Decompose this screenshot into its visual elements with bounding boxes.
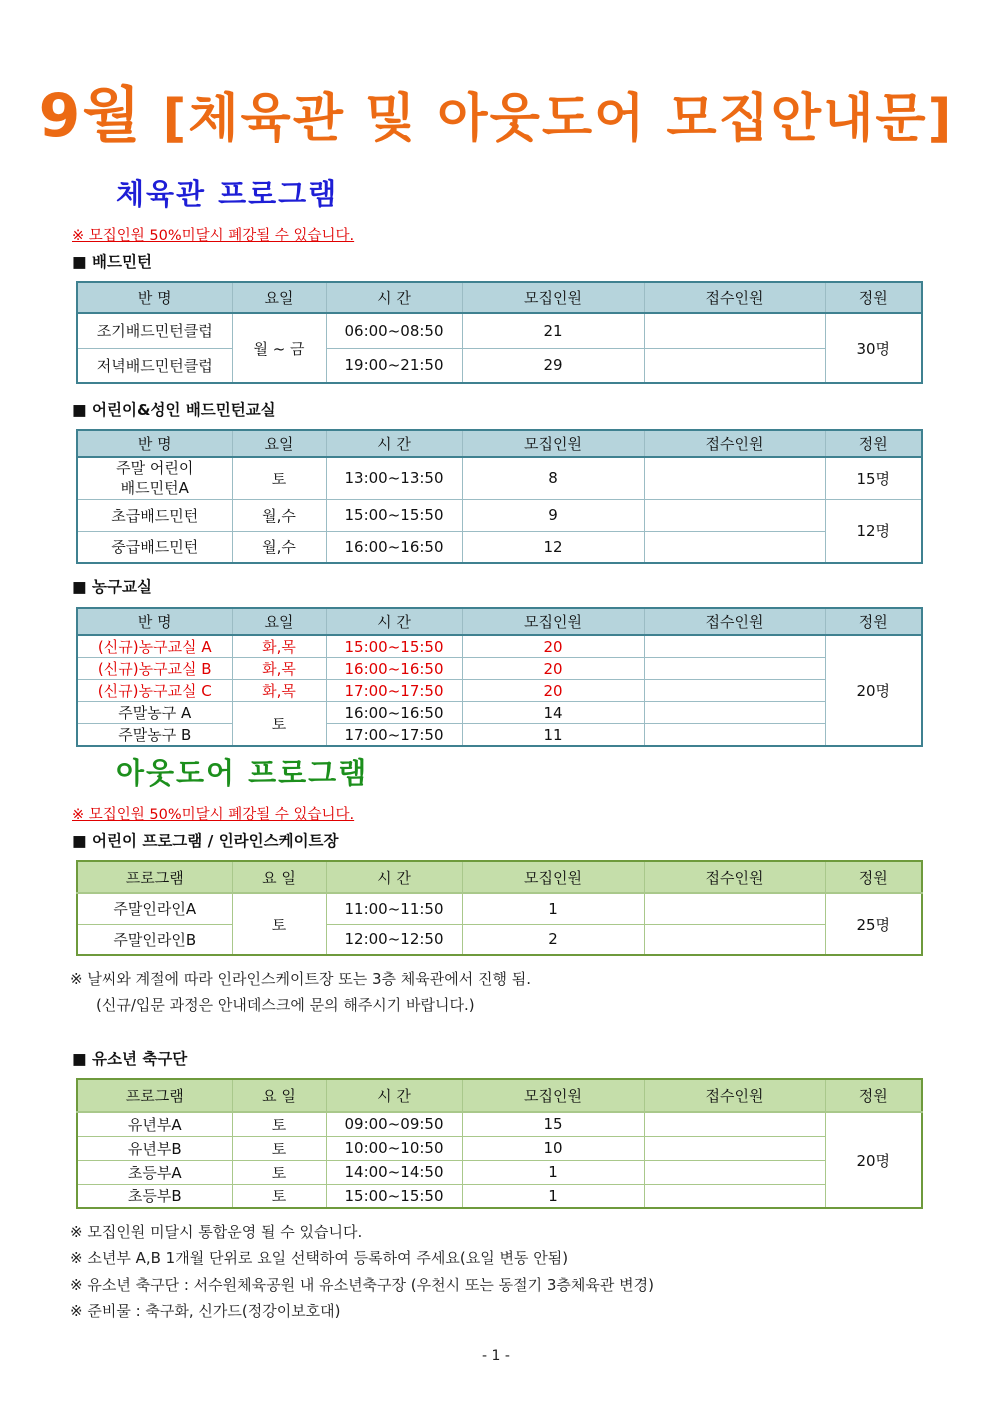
table-row [77,1136,922,1160]
inline-note: (신규/입문 과정은 안내데스크에 문의 해주시기 바랍니다.) [96,996,475,1014]
outdoor-heading: 아웃도어 프로그램 [116,756,369,790]
page-title [0,68,992,154]
class-name-line: 주말 어린이 [116,459,194,478]
section-inline: ■ 어린이 프로그램 / 인라인스케이트장 [72,832,339,850]
class-name: 주말인라인B [77,924,232,955]
inline-table [76,860,923,956]
col-header: 요 일 [232,1079,326,1112]
class-capacity: 15명 [825,457,922,499]
class-recruit: 20 [462,680,644,702]
col-header: 모집인원 [462,608,644,635]
soccer-note: ※ 모집인원 미달시 통합운영 될 수 있습니다. [70,1223,363,1241]
col-header: 시 간 [326,282,462,313]
class-applied [644,1160,825,1184]
table-row [77,635,922,658]
class-day: 토 [232,893,326,955]
table-row [77,924,922,955]
class-recruit: 11 [462,724,644,747]
col-header: 요일 [232,282,326,313]
class-day: 토 [232,457,326,499]
class-name: 유년부B [77,1136,232,1160]
soccer-table [76,1078,923,1209]
soccer-note: ※ 유소년 축구단 : 서수원체육공원 내 유소년축구장 (우천시 또는 동절기 3층체육관 변경) [70,1276,654,1294]
section-badminton: ■ 배드민턴 [72,253,152,271]
col-header: 시 간 [326,1079,462,1112]
table-header-row [77,861,922,893]
class-name: 저녁배드민턴클럽 [77,348,232,383]
class-recruit: 1 [462,893,644,924]
class-recruit: 10 [462,1136,644,1160]
class-day: 토 [232,1160,326,1184]
table-row [77,893,922,924]
class-applied [644,1136,825,1160]
class-name: 조기배드민턴클럽 [77,313,232,348]
class-applied [644,680,825,702]
class-time: 09:00~09:50 [326,1112,462,1136]
class-applied [644,1184,825,1208]
section-basketball: ■ 농구교실 [72,578,152,596]
section-kids-adult-badminton: ■ 어린이&성인 배드민턴교실 [72,401,276,419]
class-applied [644,348,825,383]
col-header: 반 명 [77,430,232,457]
class-day: 화,목 [232,635,326,658]
col-header: 접수인원 [644,861,825,893]
col-header: 시 간 [326,430,462,457]
class-time: 11:00~11:50 [326,893,462,924]
col-header: 모집인원 [462,430,644,457]
table-header-row [77,282,922,313]
section-soccer: ■ 유소년 축구단 [72,1050,188,1068]
col-header: 시 간 [326,861,462,893]
class-time: 14:00~14:50 [326,1160,462,1184]
table-row [77,457,922,499]
class-time: 17:00~17:50 [326,724,462,747]
table-row [77,1112,922,1136]
class-name: 중급배드민턴 [77,531,232,563]
col-header: 접수인원 [644,282,825,313]
table-row [77,658,922,680]
table-row [77,499,922,531]
indoor-warning: ※ 모집인원 50%미달시 폐강될 수 있습니다. [72,228,355,244]
class-applied [644,924,825,955]
col-header: 요 일 [232,861,326,893]
col-header: 시 간 [326,608,462,635]
table-header-row [77,430,922,457]
class-day: 토 [232,1184,326,1208]
class-time: 06:00~08:50 [326,313,462,348]
class-applied [644,499,825,531]
class-name-line: 배드민턴A [120,479,189,498]
table-row [77,313,922,348]
class-time: 19:00~21:50 [326,348,462,383]
class-applied [644,893,825,924]
col-header: 정원 [825,282,922,313]
class-time: 13:00~13:50 [326,457,462,499]
class-recruit: 21 [462,313,644,348]
class-time: 16:00~16:50 [326,531,462,563]
class-capacity: 30명 [825,313,922,383]
soccer-note: ※ 준비물 : 축구화, 신가드(정강이보호대) [70,1302,341,1320]
class-recruit: 2 [462,924,644,955]
col-header: 모집인원 [462,861,644,893]
class-recruit: 14 [462,702,644,724]
table-row [77,1184,922,1208]
class-name: 주말인라인A [77,893,232,924]
inline-note: ※ 날씨와 계절에 따라 인라인스케이트장 또는 3층 체육관에서 진행 됨. [70,970,532,988]
class-name: 초급배드민턴 [77,499,232,531]
class-day: 토 [232,1112,326,1136]
col-header: 모집인원 [462,1079,644,1112]
class-recruit: 20 [462,635,644,658]
class-time: 10:00~10:50 [326,1136,462,1160]
class-day: 화,목 [232,680,326,702]
title-text: [체육관 및 아웃도어 모집안내문] [162,89,954,149]
class-time: 17:00~17:50 [326,680,462,702]
class-time: 16:00~16:50 [326,702,462,724]
class-name: 초등부B [77,1184,232,1208]
col-header: 요일 [232,430,326,457]
col-header: 접수인원 [644,608,825,635]
col-header: 모집인원 [462,282,644,313]
class-applied [644,635,825,658]
class-applied [644,457,825,499]
soccer-note: ※ 소년부 A,B 1개월 단위로 요일 선택하여 등록하여 주세요(요일 변동 안됨) [70,1249,569,1267]
class-day: 월,수 [232,531,326,563]
class-day: 월,수 [232,499,326,531]
col-header: 접수인원 [644,430,825,457]
class-day: 토 [232,1136,326,1160]
table-row [77,702,922,724]
class-name: 유년부A [77,1112,232,1136]
class-applied [644,313,825,348]
class-time: 15:00~15:50 [326,499,462,531]
class-capacity: 12명 [825,499,922,563]
page-number: - 1 - [482,1348,510,1364]
outdoor-warning: ※ 모집인원 50%미달시 폐강될 수 있습니다. [72,807,355,823]
col-header: 반 명 [77,282,232,313]
class-name: 주말농구 A [77,702,232,724]
class-applied [644,658,825,680]
class-recruit: 1 [462,1184,644,1208]
table-row [77,680,922,702]
class-time: 12:00~12:50 [326,924,462,955]
class-name: (신규)농구교실 A [77,635,232,658]
class-time: 15:00~15:50 [326,635,462,658]
class-day: 화,목 [232,658,326,680]
col-header: 프로그램 [77,1079,232,1112]
class-recruit: 8 [462,457,644,499]
class-capacity: 25명 [825,893,922,955]
class-recruit: 9 [462,499,644,531]
basketball-table [76,607,923,747]
class-time: 16:00~16:50 [326,658,462,680]
class-applied [644,724,825,747]
class-name [77,457,232,499]
badminton-table [76,281,923,384]
col-header: 반 명 [77,608,232,635]
title-month: 9월 [38,81,143,151]
class-applied [644,702,825,724]
class-recruit: 20 [462,658,644,680]
table-header-row [77,608,922,635]
class-time: 15:00~15:50 [326,1184,462,1208]
class-name: (신규)농구교실 C [77,680,232,702]
class-name: (신규)농구교실 B [77,658,232,680]
class-day: 토 [232,702,326,747]
col-header: 정원 [825,1079,922,1112]
col-header: 요일 [232,608,326,635]
table-row [77,724,922,747]
col-header: 정원 [825,430,922,457]
col-header: 정원 [825,861,922,893]
col-header: 접수인원 [644,1079,825,1112]
table-header-row [77,1079,922,1112]
table-row [77,531,922,563]
class-applied [644,1112,825,1136]
kids-adult-badminton-table [76,429,923,564]
col-header: 정원 [825,608,922,635]
class-recruit: 1 [462,1160,644,1184]
class-recruit: 15 [462,1112,644,1136]
indoor-heading: 체육관 프로그램 [116,177,339,211]
class-applied [644,531,825,563]
table-row [77,1160,922,1184]
class-day: 월 ~ 금 [232,313,326,383]
class-name: 초등부A [77,1160,232,1184]
table-row [77,348,922,383]
class-recruit: 29 [462,348,644,383]
class-capacity: 20명 [825,635,922,746]
col-header: 프로그램 [77,861,232,893]
class-capacity: 20명 [825,1112,922,1208]
class-recruit: 12 [462,531,644,563]
class-name: 주말농구 B [77,724,232,747]
